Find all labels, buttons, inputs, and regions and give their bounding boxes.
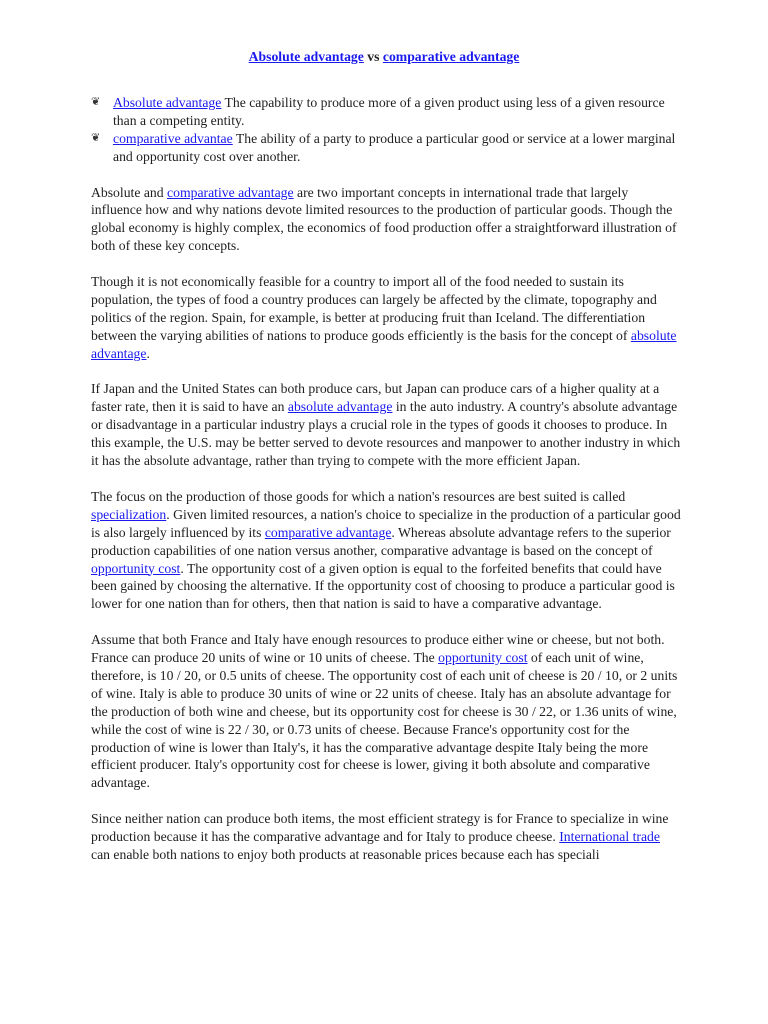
link-specialization[interactable]: specialization — [91, 506, 167, 522]
paragraph-intro — [91, 184, 681, 256]
link-absolute-advantage[interactable]: absolute advantage — [91, 327, 677, 361]
bullet-marker-icon: ❦ — [91, 96, 101, 108]
paragraph-trade-strategy — [91, 810, 681, 864]
link-comparative-advantage[interactable]: comparative advantage — [167, 184, 294, 200]
page-title — [0, 48, 768, 66]
text-run: Though it is not economically feasible for a country to import all of the food needed to sustain its population, the types of food a country produces can largely be affected by the climate, topography and politics of the region. Spain, for example, is better at producing fruit than Iceland. The differentiation between the varying abilities of nations to produce goods efficiently is the basis for the concept of — [91, 274, 657, 343]
link-absolute-advantage[interactable]: Absolute advantage — [113, 95, 222, 110]
bullet-text: The ability of a party to produce a particular good or service at a lower marginal and opportunity cost over another. — [113, 130, 676, 164]
title-link-absolute-advantage[interactable]: Absolute advantage — [248, 49, 364, 64]
paragraph-japan-cars — [91, 380, 681, 470]
paragraph-france-italy — [91, 631, 681, 792]
text-run: Assume that both France and Italy have enough resources to produce either wine or cheese, but not both. France can produce 20 units of wine or 10 units of cheese. The — [91, 632, 665, 666]
link-opportunity-cost[interactable]: opportunity cost — [438, 650, 528, 666]
link-international-trade[interactable]: International trade — [559, 829, 660, 845]
text-run: . Whereas absolute advantage refers to the superior production capabilities of one nation versus another, comparative advantage is based on the concept of — [91, 524, 671, 558]
bullet-item-comparative — [91, 130, 681, 166]
link-absolute-advantage[interactable]: absolute advantage — [287, 399, 393, 415]
title-link-comparative-advantage[interactable]: comparative advantage — [382, 49, 520, 64]
text-run: Absolute and — [91, 184, 168, 200]
text-run: . — [146, 345, 150, 361]
text-run: of each unit of wine, therefore, is 10 / 20, or 0.5 units of cheese. The opportunity cost of each unit of cheese is 20 / 10, or 2 units of wine. Italy is able to produce 30 units of wine or 22 units of cheese. Italy has an absolute advantage for the production of both wine and cheese, but its opportunity cost for cheese is 30 / 22, or 1.36 units of wine, while the cost of wine is 22 / 30, or 0.73 units of cheese. Because France's opportunity cost for the production of wine is lower than Italy's, it has the comparative advantage despite Italy being the more efficient producer. Italy's opportunity cost for cheese is lower, giving it both absolute and comparative advantage. — [91, 650, 678, 791]
text-run: are two important concepts in international trade that largely influence how and why nations devote limited resources to the production of particular goods. Though the global economy is highly complex, the economics of food production offer a straightforward illustration of both of these key concepts. — [91, 184, 677, 254]
document-body — [91, 94, 681, 882]
text-run: The focus on the production of those goods for which a nation's resources are best suited is called — [91, 488, 626, 504]
paragraph-specialization — [91, 488, 681, 613]
text-run: Since neither nation can produce both items, the most efficient strategy is for France to specialize in wine production because it has the comparative advantage and for Italy to produce cheese. — [91, 811, 669, 845]
text-run: If Japan and the United States can both produce cars, but Japan can produce cars of a higher quality at a faster rate, then it is said to have an — [91, 381, 660, 415]
title-vs: vs — [363, 49, 383, 64]
text-run: . The opportunity cost of a given option is equal to the forfeited benefits that could have been gained by choosing the alternative. If the opportunity cost of choosing to produce a particular good is lower for one nation than for others, then that nation is said to have a comparative advantage. — [91, 560, 675, 612]
bullet-marker-icon: ❦ — [91, 131, 101, 144]
text-run: . Given limited resources, a nation's choice to specialize in the production of a particular good is also largely influenced by its — [91, 506, 681, 540]
link-comparative-advantae[interactable]: comparative advantae — [113, 130, 233, 146]
text-run: in the auto industry. A country's absolute advantage or disadvantage in a particular industry plays a crucial role in the types of goods it chooses to produce. In this example, the U.S. may be better served to devote resources and manpower to another industry in which it has the absolute advantage, rather than trying to compete with the more efficient Japan. — [91, 399, 681, 469]
text-run: can enable both nations to enjoy both products at reasonable prices because each has speciali — [91, 846, 600, 862]
paragraph-food-production — [91, 273, 681, 363]
bullet-item-absolute — [91, 94, 681, 130]
bullet-text: The capability to produce more of a given product using less of a given resource than a competing entity. — [113, 95, 665, 128]
link-comparative-advantage[interactable]: comparative advantage — [264, 524, 392, 540]
link-opportunity-cost[interactable]: opportunity cost — [91, 560, 181, 576]
